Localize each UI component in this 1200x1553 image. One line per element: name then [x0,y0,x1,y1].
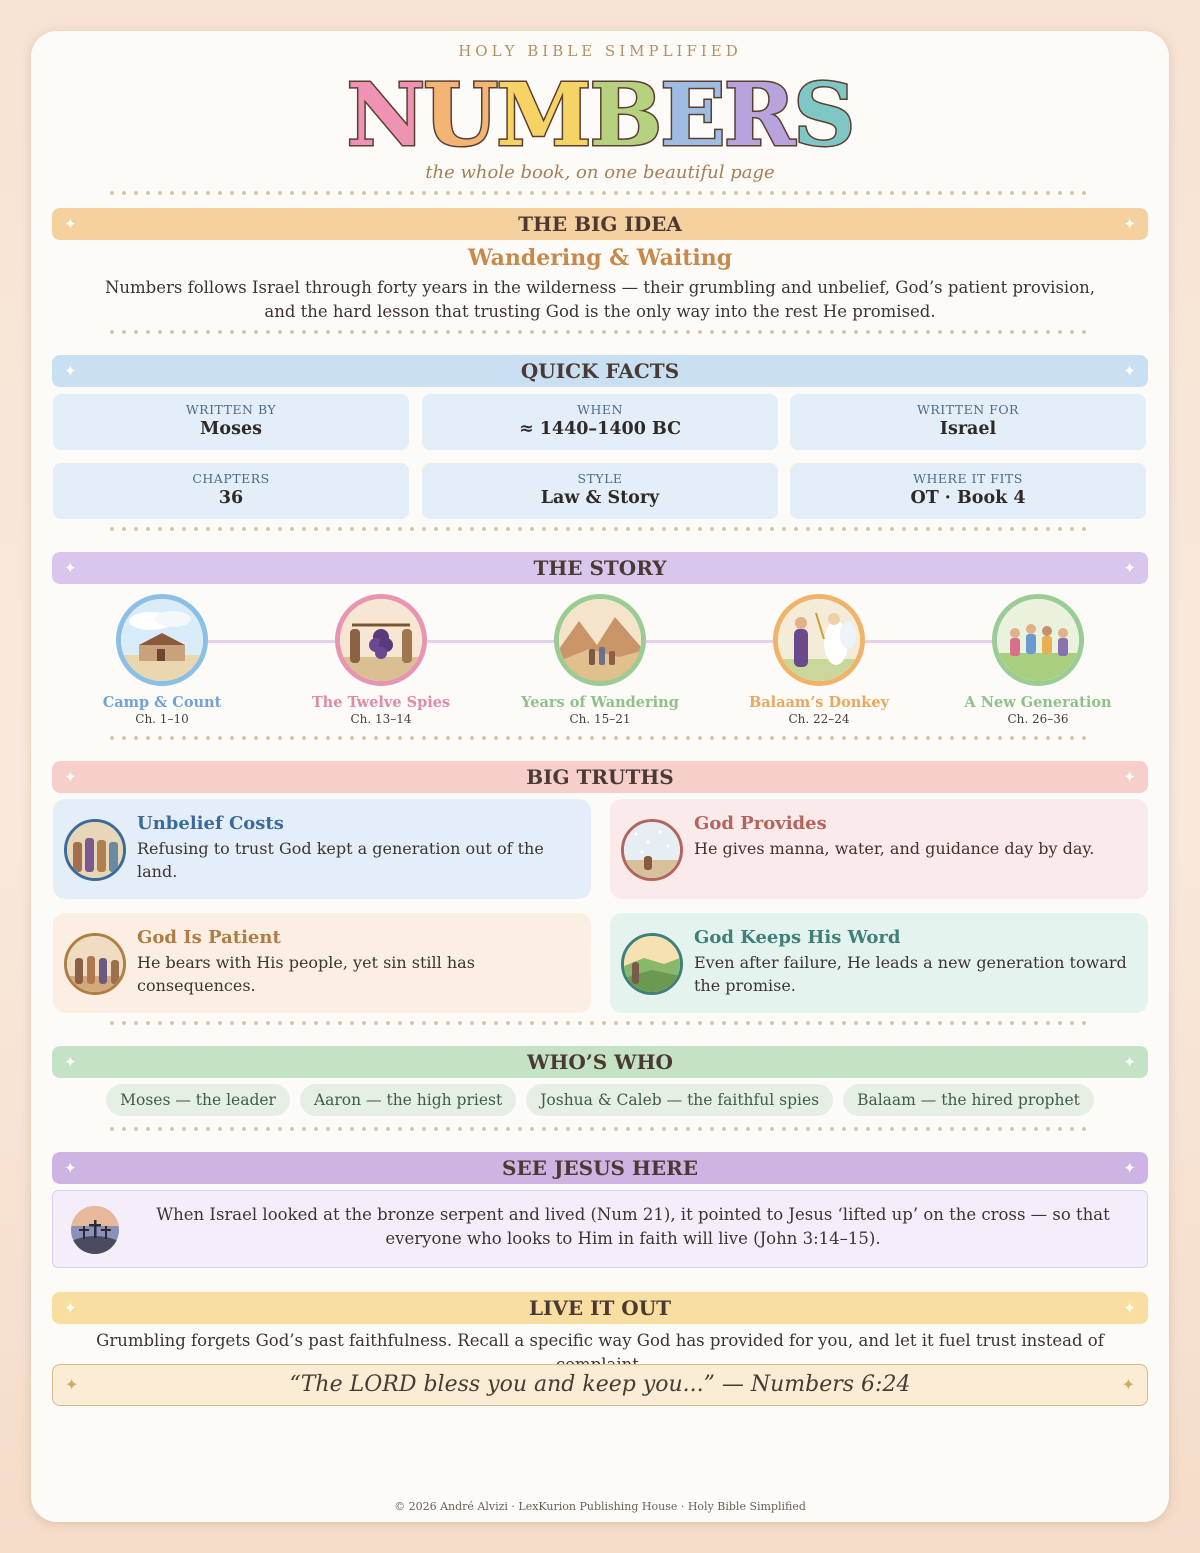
big-idea-heading: Wandering & Waiting [467,245,733,271]
title-letter: N [346,65,424,166]
truth-card-keeps-word [610,913,1148,1013]
sparkle-icon: ✦ [1123,215,1136,233]
book-title [0,66,1200,166]
sparkle-icon: ✦ [65,1375,79,1394]
person-chip: Moses — the leader [106,1084,290,1116]
person-chip: Joshua & Caleb — the faithful spies [526,1084,833,1116]
fact-label: WHEN [577,402,623,417]
story-step-spies [281,594,481,726]
person-chip: Balaam — the hired prophet [843,1084,1094,1116]
desert-illustration-icon [554,594,646,686]
story-step-chapters: Ch. 22–24 [788,712,850,726]
fact-value: Israel [939,419,997,439]
memory-verse [52,1364,1148,1406]
fact-value: OT · Book 4 [910,488,1026,508]
section-band-see-jesus [52,1152,1148,1184]
truth-title: God Provides [694,813,827,834]
story-step-chapters: Ch. 26–36 [1007,712,1069,726]
crosses-icon [71,1206,119,1254]
sparkle-icon: ✦ [64,768,77,786]
sparkle-icon: ✦ [64,1159,77,1177]
truth-title: Unbelief Costs [137,813,284,834]
fact-where-it-fits [790,463,1146,519]
truth-text: Even after failure, He leads a new generation toward the promise. [694,953,1127,995]
sparkle-icon: ✦ [64,215,77,233]
memory-verse-text: “The LORD bless you and keep you...” — Numbers 6:24 [289,1372,911,1397]
truth-text: Refusing to trust God kept a generation out of the land. [137,839,544,881]
sparkle-icon: ✦ [64,362,77,380]
story-step-wandering [500,594,700,726]
dotted-divider [106,526,1094,532]
title-letter: B [589,65,661,166]
truth-title: God Keeps His Word [694,927,901,948]
dotted-divider [106,1020,1094,1026]
section-title: BIG TRUTHS [526,765,674,789]
fact-label: WHERE IT FITS [913,471,1023,486]
section-title: LIVE IT OUT [528,1296,672,1320]
truth-text: He gives manna, water, and guidance day by day. [694,839,1095,858]
dotted-divider [106,1126,1094,1132]
fact-label: CHAPTERS [192,471,270,486]
story-step-new-generation [938,594,1138,726]
story-step-camp [62,594,262,726]
story-step-name: Balaam’s Donkey [748,694,890,711]
fact-written-for [790,394,1146,450]
sparkle-icon: ✦ [64,1053,77,1071]
big-idea-text: Numbers follows Israel through forty years in the wilderness — their grumbling and unbelief, God’s patient provision, and the hard lesson that trusting God is the only way into the rest He promised. [104,278,1096,321]
people-chips [0,1084,1200,1116]
truth-title: God Is Patient [137,927,281,948]
fact-value: ≈ 1440–1400 BC [518,419,682,439]
fact-value: Law & Story [540,488,660,508]
section-title: WHO’S WHO [527,1050,673,1074]
sparkle-icon: ✦ [1121,1375,1135,1394]
grapes-spies-illustration-icon [335,594,427,686]
title-letter: E [660,65,724,166]
story-step-chapters: Ch. 1–10 [135,712,189,726]
title-letter: U [423,65,497,166]
book-subtitle: the whole book, on one beautiful page [425,162,775,183]
angel-donkey-illustration-icon [773,594,865,686]
promised-land-icon [621,933,683,995]
story-step-chapters: Ch. 15–21 [569,712,631,726]
sparkle-icon: ✦ [64,559,77,577]
fact-written-by [53,394,409,450]
title-letter: M [496,65,590,166]
sparkle-icon: ✦ [1123,362,1136,380]
sparkle-icon: ✦ [1123,1159,1136,1177]
section-title: QUICK FACTS [520,359,680,383]
truth-card-unbelief [53,799,591,899]
title-letter: S [793,65,854,166]
story-step-name: The Twelve Spies [311,694,451,711]
truth-text: He bears with His people, yet sin still has consequences. [137,953,475,995]
tabernacle-illustration-icon [116,594,208,686]
fact-value: Moses [200,419,262,439]
sparkle-icon: ✦ [1123,1299,1136,1317]
see-jesus-text: When Israel looked at the bronze serpent and lived (Num 21), it pointed to Jesus ‘lifted up’ on the cross — so that everyone who looks to Him in faith will live (John 3:14–15). [156,1205,1110,1248]
footer-copyright: © 2026 André Alvizi · LexKurion Publishing House · Holy Bible Simplified [394,1500,806,1513]
section-band-story [52,552,1148,584]
crowd-illustration-icon [64,819,126,881]
section-title: THE BIG IDEA [518,212,682,236]
title-letter: R [723,65,794,166]
fact-when [422,394,778,450]
sparkle-icon: ✦ [1123,1053,1136,1071]
section-band-live-it-out [52,1292,1148,1324]
dotted-divider [106,329,1094,335]
series-kicker: HOLY BIBLE SIMPLIFIED [458,42,742,60]
section-band-quick-facts [52,355,1148,387]
fact-label: WRITTEN BY [185,402,277,417]
fact-style [422,463,778,519]
section-band-big-idea [52,208,1148,240]
person-chip: Aaron — the high priest [300,1084,516,1116]
people-procession-icon [64,933,126,995]
dotted-divider [106,190,1094,196]
story-step-chapters: Ch. 13–14 [350,712,412,726]
children-illustration-icon [992,594,1084,686]
story-step-name: A New Generation [964,694,1112,711]
truth-card-provides [610,799,1148,899]
sparkle-icon: ✦ [64,1299,77,1317]
section-band-whos-who [52,1046,1148,1078]
truth-card-patient [53,913,591,1013]
fact-label: STYLE [577,471,623,486]
section-title: THE STORY [533,556,667,580]
section-band-big-truths [52,761,1148,793]
dotted-divider [106,735,1094,741]
fact-value: 36 [218,488,244,508]
story-step-name: Camp & Count [102,694,222,711]
section-title: SEE JESUS HERE [502,1156,698,1180]
manna-illustration-icon [621,819,683,881]
fact-chapters [53,463,409,519]
story-step-name: Years of Wandering [521,694,679,711]
story-step-balaam [719,594,919,726]
see-jesus-box [52,1190,1148,1268]
sparkle-icon: ✦ [1123,559,1136,577]
fact-label: WRITTEN FOR [917,402,1019,417]
sparkle-icon: ✦ [1123,768,1136,786]
live-it-out-text: Grumbling forgets God’s past faithfulness. Recall a specific way God has provided for you, and let it fuel trust instead of [96,1331,1104,1350]
